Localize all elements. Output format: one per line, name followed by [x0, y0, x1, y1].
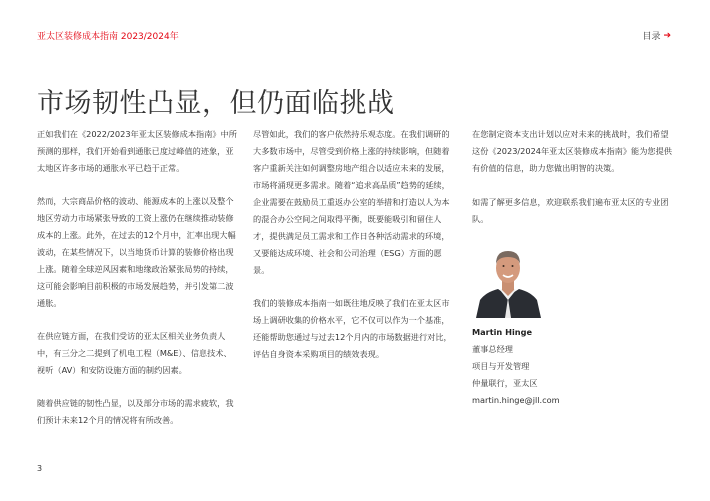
person-portrait-icon — [472, 240, 545, 318]
toc-label: 目录 — [642, 32, 661, 42]
text-column-1 — [37, 126, 237, 445]
paragraph: 在供应链方面，在我们受访的亚太区相关业务负责人中，有三分之二提到了机电工程（M&E）、信息技术、视听（AV）和安防设施方面的制约因素。 — [37, 331, 232, 375]
contact-title: 董事总经理 — [472, 344, 513, 354]
paragraph: 正如我们在《2022/2023年亚太区装修成本指南》中所预测的那样，我们开始看到通胀已度过峰值的迹象，亚太地区许多市场的通胀水平已趋于正常。 — [37, 129, 237, 173]
paragraph: 然而，大宗商品价格的波动、能源成本的上涨以及整个地区劳动力市场紧张导致的工资上涨仍在继续推动装修成本的上涨。此外，在过去的12个月中，汇率出现大幅波动，在某些情况下，以当地货币计算的装修价格出现上涨。随着全球逆风因素和地缘政治紧张局势的持续，这可能会影响目前积极的市场发展趋势，并引发第二波通胀。 — [37, 196, 236, 308]
paragraph: 在您制定资本支出计划以应对未来的挑战时，我们希望这份《2023/2024年亚太区装修成本指南》能为您提供有价值的信息，助力您做出明智的决策。 — [472, 129, 672, 173]
paragraph: 随着供应链的韧性凸显，以及部分市场的需求疲软，我们预计未来12个月的情况将有所改善。 — [37, 398, 234, 425]
contact-card — [472, 324, 560, 409]
paragraph: 尽管如此，我们的客户依然持乐观态度。在我们调研的大多数市场中，尽管受到价格上涨的持续影响，但随着客户重新关注如何调整房地产组合以适应未来的发展，市场将涌现更多需求。随着“追求高品质”趋势的延续，企业需要在鼓励员工重返办公室的举措和打造以人为本的混合办公空间之间取得平衡，既要能吸引和留住人才，提供满足员工需求和工作日各种活动需求的环境，又要能达成环境、社会和公司治理（ESG）方面的愿景。 — [253, 129, 450, 275]
text-column-3 — [472, 126, 675, 245]
text-column-2 — [253, 126, 453, 379]
portrait-photo — [472, 240, 545, 318]
report-header-title: 亚太区装修成本指南 2023/2024年 — [37, 32, 179, 42]
contact-department: 项目与开发管理 — [472, 361, 530, 371]
table-of-contents-link[interactable] — [642, 29, 671, 42]
page-number: 3 — [37, 464, 43, 473]
paragraph: 我们的装修成本指南一如既往地反映了我们在亚太区市场上调研收集的价格水平，它不仅可以作为一个基准，还能帮助您通过与过去12个月内的市场数据进行对比，评估自身资本采购项目的绩效表现。 — [253, 298, 452, 359]
page-title: 市场韧性凸显，但仍面临挑战 — [37, 88, 395, 119]
contact-email[interactable]: martin.hinge@jll.com — [472, 395, 560, 405]
contact-organization: 仲量联行，亚太区 — [472, 378, 538, 388]
arrow-right-icon: ➔ — [663, 30, 671, 41]
paragraph: 如需了解更多信息，欢迎联系我们遍布亚太区的专业团队。 — [472, 197, 669, 224]
contact-name: Martin Hinge — [472, 327, 533, 337]
